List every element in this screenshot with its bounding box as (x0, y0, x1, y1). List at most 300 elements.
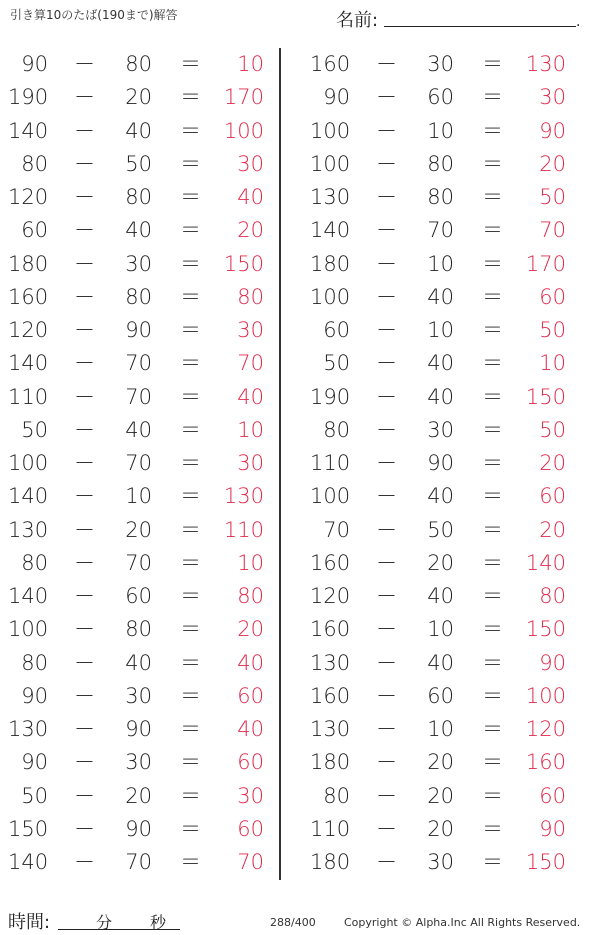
minuend: 90 (21, 683, 48, 708)
equals-sign: ＝ (180, 318, 201, 342)
minuend: 180 (8, 251, 49, 276)
minuend: 160 (310, 683, 351, 708)
subtrahend: 70 (125, 351, 152, 376)
minus-sign: － (74, 650, 95, 675)
minus-sign: － (74, 517, 95, 542)
minuend: 90 (21, 750, 48, 775)
answer: 40 (237, 384, 264, 409)
minuend: 100 (310, 284, 351, 309)
minuend: 180 (310, 850, 351, 874)
equals-sign: ＝ (180, 185, 201, 209)
answer: 90 (539, 650, 566, 675)
answer: 120 (525, 717, 566, 741)
minuend: 120 (8, 185, 49, 209)
minuend: 140 (8, 850, 49, 874)
problem-row (0, 48, 280, 81)
minus-sign: － (74, 451, 95, 475)
minus-sign: － (74, 318, 95, 342)
problem-row (302, 48, 582, 81)
minuend: 100 (8, 451, 49, 475)
equals-sign: ＝ (482, 717, 503, 741)
minus-sign: － (376, 52, 397, 76)
minus-sign: － (74, 52, 95, 76)
answer: 100 (525, 683, 566, 708)
equals-sign: ＝ (180, 683, 201, 708)
answer: 60 (539, 284, 566, 309)
minuend: 50 (21, 417, 48, 442)
problem-row (0, 347, 280, 380)
subtrahend: 80 (427, 185, 454, 209)
subtrahend: 10 (427, 118, 454, 143)
minus-sign: － (376, 218, 397, 243)
minus-sign: － (74, 816, 95, 841)
equals-sign: ＝ (180, 617, 201, 642)
subtrahend: 70 (125, 451, 152, 475)
answer: 110 (223, 517, 264, 542)
answer: 10 (237, 550, 264, 575)
problem-row (0, 514, 280, 547)
problem-row (0, 480, 280, 513)
equals-sign: ＝ (482, 816, 503, 841)
answer: 20 (539, 517, 566, 542)
subtrahend: 20 (125, 783, 152, 808)
equals-sign: ＝ (482, 284, 503, 309)
subtrahend: 20 (427, 750, 454, 775)
equals-sign: ＝ (180, 384, 201, 409)
minuend: 60 (323, 318, 350, 342)
answer: 50 (539, 318, 566, 342)
answer: 60 (237, 683, 264, 708)
problem-row (0, 647, 280, 680)
subtrahend: 20 (125, 517, 152, 542)
problem-row (0, 813, 280, 846)
minuend: 160 (310, 550, 351, 575)
problem-row (302, 480, 582, 513)
subtrahend: 70 (427, 218, 454, 243)
problem-row (0, 447, 280, 480)
answer: 150 (525, 384, 566, 409)
minus-sign: － (74, 484, 95, 509)
subtrahend: 30 (427, 52, 454, 76)
minuend: 110 (310, 816, 351, 841)
minuend: 90 (21, 52, 48, 76)
answer: 80 (237, 284, 264, 309)
subtrahend: 10 (125, 484, 152, 509)
equals-sign: ＝ (482, 484, 503, 509)
answer: 40 (237, 717, 264, 741)
problem-row (302, 447, 582, 480)
minus-sign: － (74, 284, 95, 309)
minuend: 160 (310, 52, 351, 76)
minuend: 180 (310, 251, 351, 276)
answer: 70 (237, 850, 264, 874)
equals-sign: ＝ (482, 850, 503, 874)
subtrahend: 80 (125, 284, 152, 309)
problem-row (0, 81, 280, 114)
subtrahend: 70 (125, 850, 152, 874)
equals-sign: ＝ (180, 417, 201, 442)
answer: 70 (237, 351, 264, 376)
minus-sign: － (74, 151, 95, 176)
name-field-dot: . (576, 14, 581, 30)
answer: 80 (237, 584, 264, 608)
minus-sign: － (74, 550, 95, 575)
worksheet-title: 引き算10のたば(190まで)解答 (10, 8, 178, 22)
equals-sign: ＝ (180, 52, 201, 76)
minus-sign: － (376, 617, 397, 642)
minuend: 160 (310, 617, 351, 642)
problem-row (0, 381, 280, 414)
minus-sign: － (74, 850, 95, 874)
answer: 30 (237, 451, 264, 475)
copyright-text: Copyright © Alpha.Inc All Rights Reserved. (344, 916, 581, 929)
problem-row (302, 314, 582, 347)
subtrahend: 30 (427, 850, 454, 874)
equals-sign: ＝ (180, 218, 201, 243)
answer: 150 (525, 617, 566, 642)
equals-sign: ＝ (482, 783, 503, 808)
problem-row (302, 813, 582, 846)
problem-row (302, 281, 582, 314)
answer: 20 (539, 151, 566, 176)
minuend: 140 (8, 351, 49, 376)
answer: 70 (539, 218, 566, 243)
equals-sign: ＝ (482, 52, 503, 76)
answer: 30 (237, 151, 264, 176)
equals-sign: ＝ (482, 151, 503, 176)
subtrahend: 30 (125, 683, 152, 708)
answer: 60 (539, 783, 566, 808)
minus-sign: － (376, 584, 397, 608)
subtrahend: 10 (427, 251, 454, 276)
answer: 140 (525, 550, 566, 575)
answer: 20 (237, 218, 264, 243)
minuend: 110 (8, 384, 49, 409)
equals-sign: ＝ (482, 650, 503, 675)
problem-row (0, 248, 280, 281)
problem-row (0, 613, 280, 646)
equals-sign: ＝ (180, 484, 201, 509)
problem-row (0, 181, 280, 214)
equals-sign: ＝ (482, 683, 503, 708)
minuend: 140 (8, 584, 49, 608)
minuend: 120 (8, 318, 49, 342)
minus-sign: － (376, 683, 397, 708)
subtrahend: 20 (427, 550, 454, 575)
answer: 160 (525, 750, 566, 775)
minuend: 90 (323, 85, 350, 110)
minus-sign: － (376, 351, 397, 376)
minus-sign: － (376, 284, 397, 309)
minus-sign: － (376, 151, 397, 176)
equals-sign: ＝ (180, 517, 201, 542)
equals-sign: ＝ (482, 517, 503, 542)
subtrahend: 20 (427, 783, 454, 808)
minuend: 130 (8, 717, 49, 741)
equals-sign: ＝ (482, 251, 503, 276)
equals-sign: ＝ (482, 118, 503, 143)
minuend: 80 (21, 151, 48, 176)
answer: 30 (237, 318, 264, 342)
subtrahend: 40 (125, 650, 152, 675)
answer: 60 (539, 484, 566, 509)
minuend: 110 (310, 451, 351, 475)
equals-sign: ＝ (482, 550, 503, 575)
problem-row (0, 281, 280, 314)
problem-row (302, 81, 582, 114)
minus-sign: － (74, 584, 95, 608)
answer: 40 (237, 185, 264, 209)
answer: 10 (539, 351, 566, 376)
minuend: 100 (310, 484, 351, 509)
answer: 20 (539, 451, 566, 475)
answer: 170 (525, 251, 566, 276)
minuend: 130 (310, 650, 351, 675)
equals-sign: ＝ (482, 85, 503, 110)
answer: 10 (237, 417, 264, 442)
name-label: 名前: (336, 10, 379, 31)
problem-row (0, 148, 280, 181)
subtrahend: 50 (125, 151, 152, 176)
name-field-line[interactable] (384, 26, 576, 27)
minus-sign: － (376, 850, 397, 874)
equals-sign: ＝ (180, 151, 201, 176)
subtrahend: 60 (125, 584, 152, 608)
subtrahend: 40 (427, 351, 454, 376)
minuend: 190 (310, 384, 351, 409)
equals-sign: ＝ (482, 584, 503, 608)
subtrahend: 60 (427, 683, 454, 708)
subtrahend: 20 (427, 816, 454, 841)
answer: 90 (539, 118, 566, 143)
subtrahend: 30 (427, 417, 454, 442)
minus-sign: － (74, 185, 95, 209)
subtrahend: 10 (427, 717, 454, 741)
equals-sign: ＝ (180, 750, 201, 775)
subtrahend: 40 (427, 584, 454, 608)
problem-row (302, 780, 582, 813)
minus-sign: － (74, 417, 95, 442)
subtrahend: 40 (427, 484, 454, 509)
equals-sign: ＝ (482, 384, 503, 409)
answer: 40 (237, 650, 264, 675)
problem-row (302, 181, 582, 214)
subtrahend: 10 (427, 318, 454, 342)
page-number: 288/400 (270, 916, 316, 929)
subtrahend: 40 (125, 118, 152, 143)
subtrahend: 60 (427, 85, 454, 110)
minuend: 60 (21, 218, 48, 243)
equals-sign: ＝ (180, 783, 201, 808)
minus-sign: － (74, 218, 95, 243)
minus-sign: － (74, 683, 95, 708)
minus-sign: － (74, 85, 95, 110)
minuend: 130 (8, 517, 49, 542)
minus-sign: － (74, 717, 95, 741)
subtrahend: 80 (125, 52, 152, 76)
minuend: 140 (8, 118, 49, 143)
answer: 60 (237, 816, 264, 841)
answer: 20 (237, 617, 264, 642)
problem-row (302, 115, 582, 148)
problem-row (302, 647, 582, 680)
minuend: 80 (323, 417, 350, 442)
minus-sign: － (376, 816, 397, 841)
problem-row (302, 414, 582, 447)
subtrahend: 40 (427, 384, 454, 409)
problem-row (302, 347, 582, 380)
subtrahend: 80 (427, 151, 454, 176)
equals-sign: ＝ (482, 318, 503, 342)
problem-row (0, 115, 280, 148)
minus-sign: － (376, 251, 397, 276)
answer: 130 (223, 484, 264, 509)
minutes-label: 分 (96, 913, 113, 932)
equals-sign: ＝ (180, 251, 201, 276)
answer: 90 (539, 816, 566, 841)
minus-sign: － (74, 351, 95, 376)
equals-sign: ＝ (482, 750, 503, 775)
equals-sign: ＝ (180, 284, 201, 309)
equals-sign: ＝ (180, 451, 201, 475)
answer: 130 (525, 52, 566, 76)
equals-sign: ＝ (482, 417, 503, 442)
minuend: 100 (310, 118, 351, 143)
minus-sign: － (74, 118, 95, 143)
equals-sign: ＝ (180, 351, 201, 376)
seconds-label: 秒 (150, 913, 167, 932)
minus-sign: － (376, 750, 397, 775)
answer: 100 (223, 118, 264, 143)
minus-sign: － (376, 318, 397, 342)
problem-row (0, 414, 280, 447)
minus-sign: － (376, 484, 397, 509)
minuend: 190 (8, 85, 49, 110)
minus-sign: － (74, 617, 95, 642)
minus-sign: － (74, 783, 95, 808)
equals-sign: ＝ (180, 118, 201, 143)
problem-row (302, 613, 582, 646)
answer: 10 (237, 52, 264, 76)
subtrahend: 40 (125, 218, 152, 243)
problem-row (0, 846, 280, 879)
answer: 50 (539, 185, 566, 209)
answer: 170 (223, 85, 264, 110)
equals-sign: ＝ (482, 451, 503, 475)
answer: 60 (237, 750, 264, 775)
minuend: 70 (323, 517, 350, 542)
equals-sign: ＝ (482, 218, 503, 243)
answer: 30 (237, 783, 264, 808)
problem-row (302, 514, 582, 547)
problem-row (0, 214, 280, 247)
equals-sign: ＝ (180, 717, 201, 741)
minuend: 130 (310, 185, 351, 209)
minus-sign: － (376, 118, 397, 143)
subtrahend: 90 (125, 816, 152, 841)
answer: 150 (525, 850, 566, 874)
equals-sign: ＝ (180, 584, 201, 608)
minus-sign: － (376, 85, 397, 110)
minus-sign: － (74, 750, 95, 775)
problem-row (302, 148, 582, 181)
subtrahend: 40 (427, 284, 454, 309)
subtrahend: 80 (125, 185, 152, 209)
subtrahend: 50 (427, 517, 454, 542)
minuend: 80 (21, 650, 48, 675)
subtrahend: 80 (125, 617, 152, 642)
subtrahend: 90 (125, 717, 152, 741)
problem-row (302, 248, 582, 281)
subtrahend: 40 (125, 417, 152, 442)
minuend: 160 (8, 284, 49, 309)
left-problem-column (0, 48, 280, 879)
problem-row (302, 846, 582, 879)
problem-row (0, 314, 280, 347)
minus-sign: － (376, 185, 397, 209)
problem-row (302, 214, 582, 247)
minus-sign: － (74, 251, 95, 276)
minuend: 50 (323, 351, 350, 376)
equals-sign: ＝ (180, 650, 201, 675)
equals-sign: ＝ (180, 850, 201, 874)
problem-row (0, 580, 280, 613)
subtrahend: 90 (427, 451, 454, 475)
subtrahend: 70 (125, 550, 152, 575)
minuend: 120 (310, 584, 351, 608)
equals-sign: ＝ (482, 617, 503, 642)
minus-sign: － (376, 717, 397, 741)
minuend: 100 (8, 617, 49, 642)
subtrahend: 40 (427, 650, 454, 675)
minus-sign: － (376, 384, 397, 409)
minus-sign: － (376, 783, 397, 808)
minus-sign: － (376, 417, 397, 442)
minus-sign: － (376, 650, 397, 675)
problem-row (302, 746, 582, 779)
problem-row (302, 381, 582, 414)
equals-sign: ＝ (180, 816, 201, 841)
time-label: 時間: (8, 912, 51, 933)
right-problem-column (302, 48, 582, 879)
minus-sign: － (376, 517, 397, 542)
problem-row (0, 680, 280, 713)
problem-row (302, 680, 582, 713)
subtrahend: 10 (427, 617, 454, 642)
equals-sign: ＝ (482, 185, 503, 209)
answer: 30 (539, 85, 566, 110)
minuend: 50 (21, 783, 48, 808)
minus-sign: － (376, 550, 397, 575)
minuend: 150 (8, 816, 49, 841)
minuend: 100 (310, 151, 351, 176)
problem-row (302, 713, 582, 746)
minuend: 80 (21, 550, 48, 575)
answer: 150 (223, 251, 264, 276)
subtrahend: 30 (125, 251, 152, 276)
minus-sign: － (376, 451, 397, 475)
problem-row (302, 580, 582, 613)
equals-sign: ＝ (180, 85, 201, 110)
minuend: 140 (8, 484, 49, 509)
equals-sign: ＝ (482, 351, 503, 376)
problem-row (0, 713, 280, 746)
problem-row (302, 547, 582, 580)
subtrahend: 70 (125, 384, 152, 409)
minuend: 180 (310, 750, 351, 775)
minus-sign: － (74, 384, 95, 409)
subtrahend: 30 (125, 750, 152, 775)
